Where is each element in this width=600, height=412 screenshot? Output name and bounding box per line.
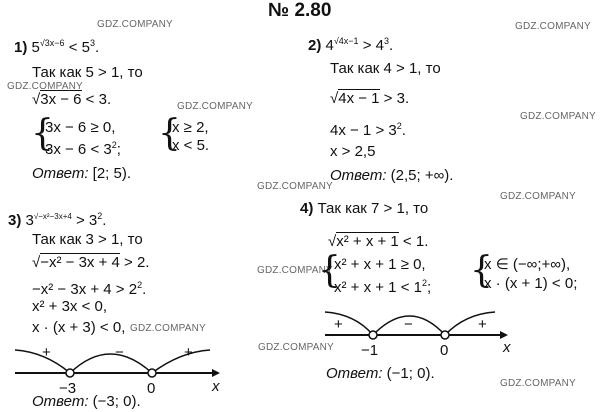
watermark: GDZ.COMPANY [500,191,576,202]
watermark: GDZ.COMPANY [257,181,333,192]
page-title: № 2.80 [268,0,332,21]
p3-arc-right [152,350,210,373]
p1-radicand: 3x − 6 [40,91,82,108]
watermark: GDZ.COMPANY [520,111,596,122]
p4-answer [326,365,435,382]
p4-sys2-b: x · (x + 1) < 0; [484,275,578,292]
p3-line3-exp: 2 [137,280,143,290]
p2-number: 2) [308,37,322,54]
arrow-right-icon [212,369,220,377]
p1-sys2-b: x < 5. [172,137,210,154]
p1-number: 1) [14,39,28,56]
p3-point-b-label: 0 [147,380,156,397]
p2-rhs: > 4 [362,37,385,54]
p1-rhs-exp: 3 [90,38,96,48]
p3-radical-tail: > 2. [119,254,150,271]
p4-radicand: x² + x + 1 [336,233,399,250]
p3-exponent: √−x²−3x+4 [33,212,72,221]
watermark: GDZ.COMPANY [7,81,83,92]
p4-arc-right [445,312,495,335]
p2-answer-value: (2,5; +∞). [390,167,454,184]
p3-line3-text: −x² − 3x + 4 > 2 [32,281,138,298]
p1-sys1-b-end: ; [116,141,121,158]
watermark: GDZ.COMPANY [97,19,173,30]
p3-rhs-exp: 2 [97,211,103,221]
sqrt-icon: √ [32,254,41,271]
p3-arc-middle [70,354,152,373]
left-brace-icon: { [470,250,493,291]
p3-axis-label: x [212,378,220,395]
p4-radical-line [328,233,428,250]
p1-exponent: √3x−6 [39,38,65,48]
p3-answer-label: Ответ: [32,393,89,410]
sqrt-icon: √ [32,91,41,108]
p4-sys1-b [334,275,431,296]
p3-rhs: > 3 [76,212,98,229]
p2-end: . [389,37,394,54]
p3-line5: x · (x + 3) < 0, [32,319,126,336]
p2-line4: x > 2,5 [330,143,376,160]
p4-open-point-a [369,331,377,339]
p3-line4: x² + 3x < 0, [32,298,108,315]
p1-sys1-a: 3x − 6 ≥ 0, [45,119,116,136]
left-brace-icon: { [318,250,341,291]
watermark: GDZ.COMPANY [500,378,576,389]
sqrt-icon: √ [330,90,339,107]
p4-sys1-b-end: ; [426,279,432,296]
p1-since: Так как 5 > 1, то [32,64,143,81]
p3-end: . [102,212,107,229]
p4-sys1-a: x² + x + 1 ≥ 0, [334,256,426,273]
p3-sign-minus: − [115,344,124,361]
watermark: GDZ.COMPANY [515,21,591,32]
p2-exponent: √4x−1 [333,36,359,46]
p2-rhs-exp: 3 [384,36,390,46]
left-brace-icon: { [31,113,54,154]
p2-answer-label: Ответ: [330,167,387,184]
p2-base: 4 [325,37,334,54]
p1-answer-value: [2; 5). [92,165,132,182]
p4-sys1-b-text: x² + x + 1 < 1 [334,279,422,296]
p4-point-b-label: 0 [440,342,449,359]
p4-since: Так как 7 > 1, то [317,200,429,217]
p2-line3-exp: 2 [396,121,402,131]
p1-end: . [95,39,100,56]
left-brace-icon: { [158,113,181,154]
p3-since: Так как 3 > 1, то [32,231,143,248]
p3-answer-value: (−3; 0). [92,393,141,410]
p3-number: 3) [8,212,22,229]
p2-radicand: 4x − 1 [338,90,380,107]
p4-sign-plus-right: + [478,316,487,333]
p4-number: 4) [300,200,314,217]
p2-radical-tail: > 3. [379,90,410,107]
p3-answer [32,393,141,410]
p3-line3-end: . [142,281,147,298]
p2-since: Так как 4 > 1, то [330,60,441,77]
p4-sign-plus-left: + [334,316,343,333]
p3-open-point-b [148,369,156,377]
p3-point-a-label: −3 [59,380,77,397]
p3-radicand: −x² − 3x + 4 [40,254,120,271]
p4-point-a-label: −1 [361,342,379,359]
p1-sys1-b-exp: 2 [111,140,117,150]
p2-line3-end: . [401,122,406,139]
p3-open-point-a [66,369,74,377]
p1-sys1-b-text: 3x − 6 < 3 [45,141,112,158]
p4-arc-left [325,312,373,335]
p1-radical-tail: < 3. [81,91,112,108]
arrow-right-icon [500,331,508,339]
p4-sys2-a: x ∈ (−∞;+∞), [484,256,571,273]
p3-sign-plus-left: + [42,344,51,361]
p1-base: 5 [31,39,40,56]
p1-answer-label: Ответ: [32,165,89,182]
watermark: GDZ.COMPANY [177,101,253,112]
p4-radical-tail: < 1. [398,233,429,250]
p4-since-line [300,200,428,217]
p1-rhs: < 5 [68,39,91,56]
p2-line3-text: 4x − 1 > 3 [330,122,397,139]
p4-answer-label: Ответ: [326,365,383,382]
p4-axis-label: x [503,339,511,356]
p3-base: 3 [25,212,34,229]
watermark: GDZ.COMPANY [257,265,333,276]
p4-sign-minus: − [404,316,413,333]
watermark: GDZ.COMPANY [258,342,334,353]
p4-open-point-b [441,331,449,339]
p1-sys2-a: x ≥ 2, [172,119,209,136]
p3-sign-plus-right: + [184,344,193,361]
watermark: GDZ.COMPANY [130,323,206,334]
sqrt-icon: √ [328,233,337,250]
p4-answer-value: (−1; 0). [386,365,435,382]
p4-sys1-b-exp: 2 [421,278,427,288]
